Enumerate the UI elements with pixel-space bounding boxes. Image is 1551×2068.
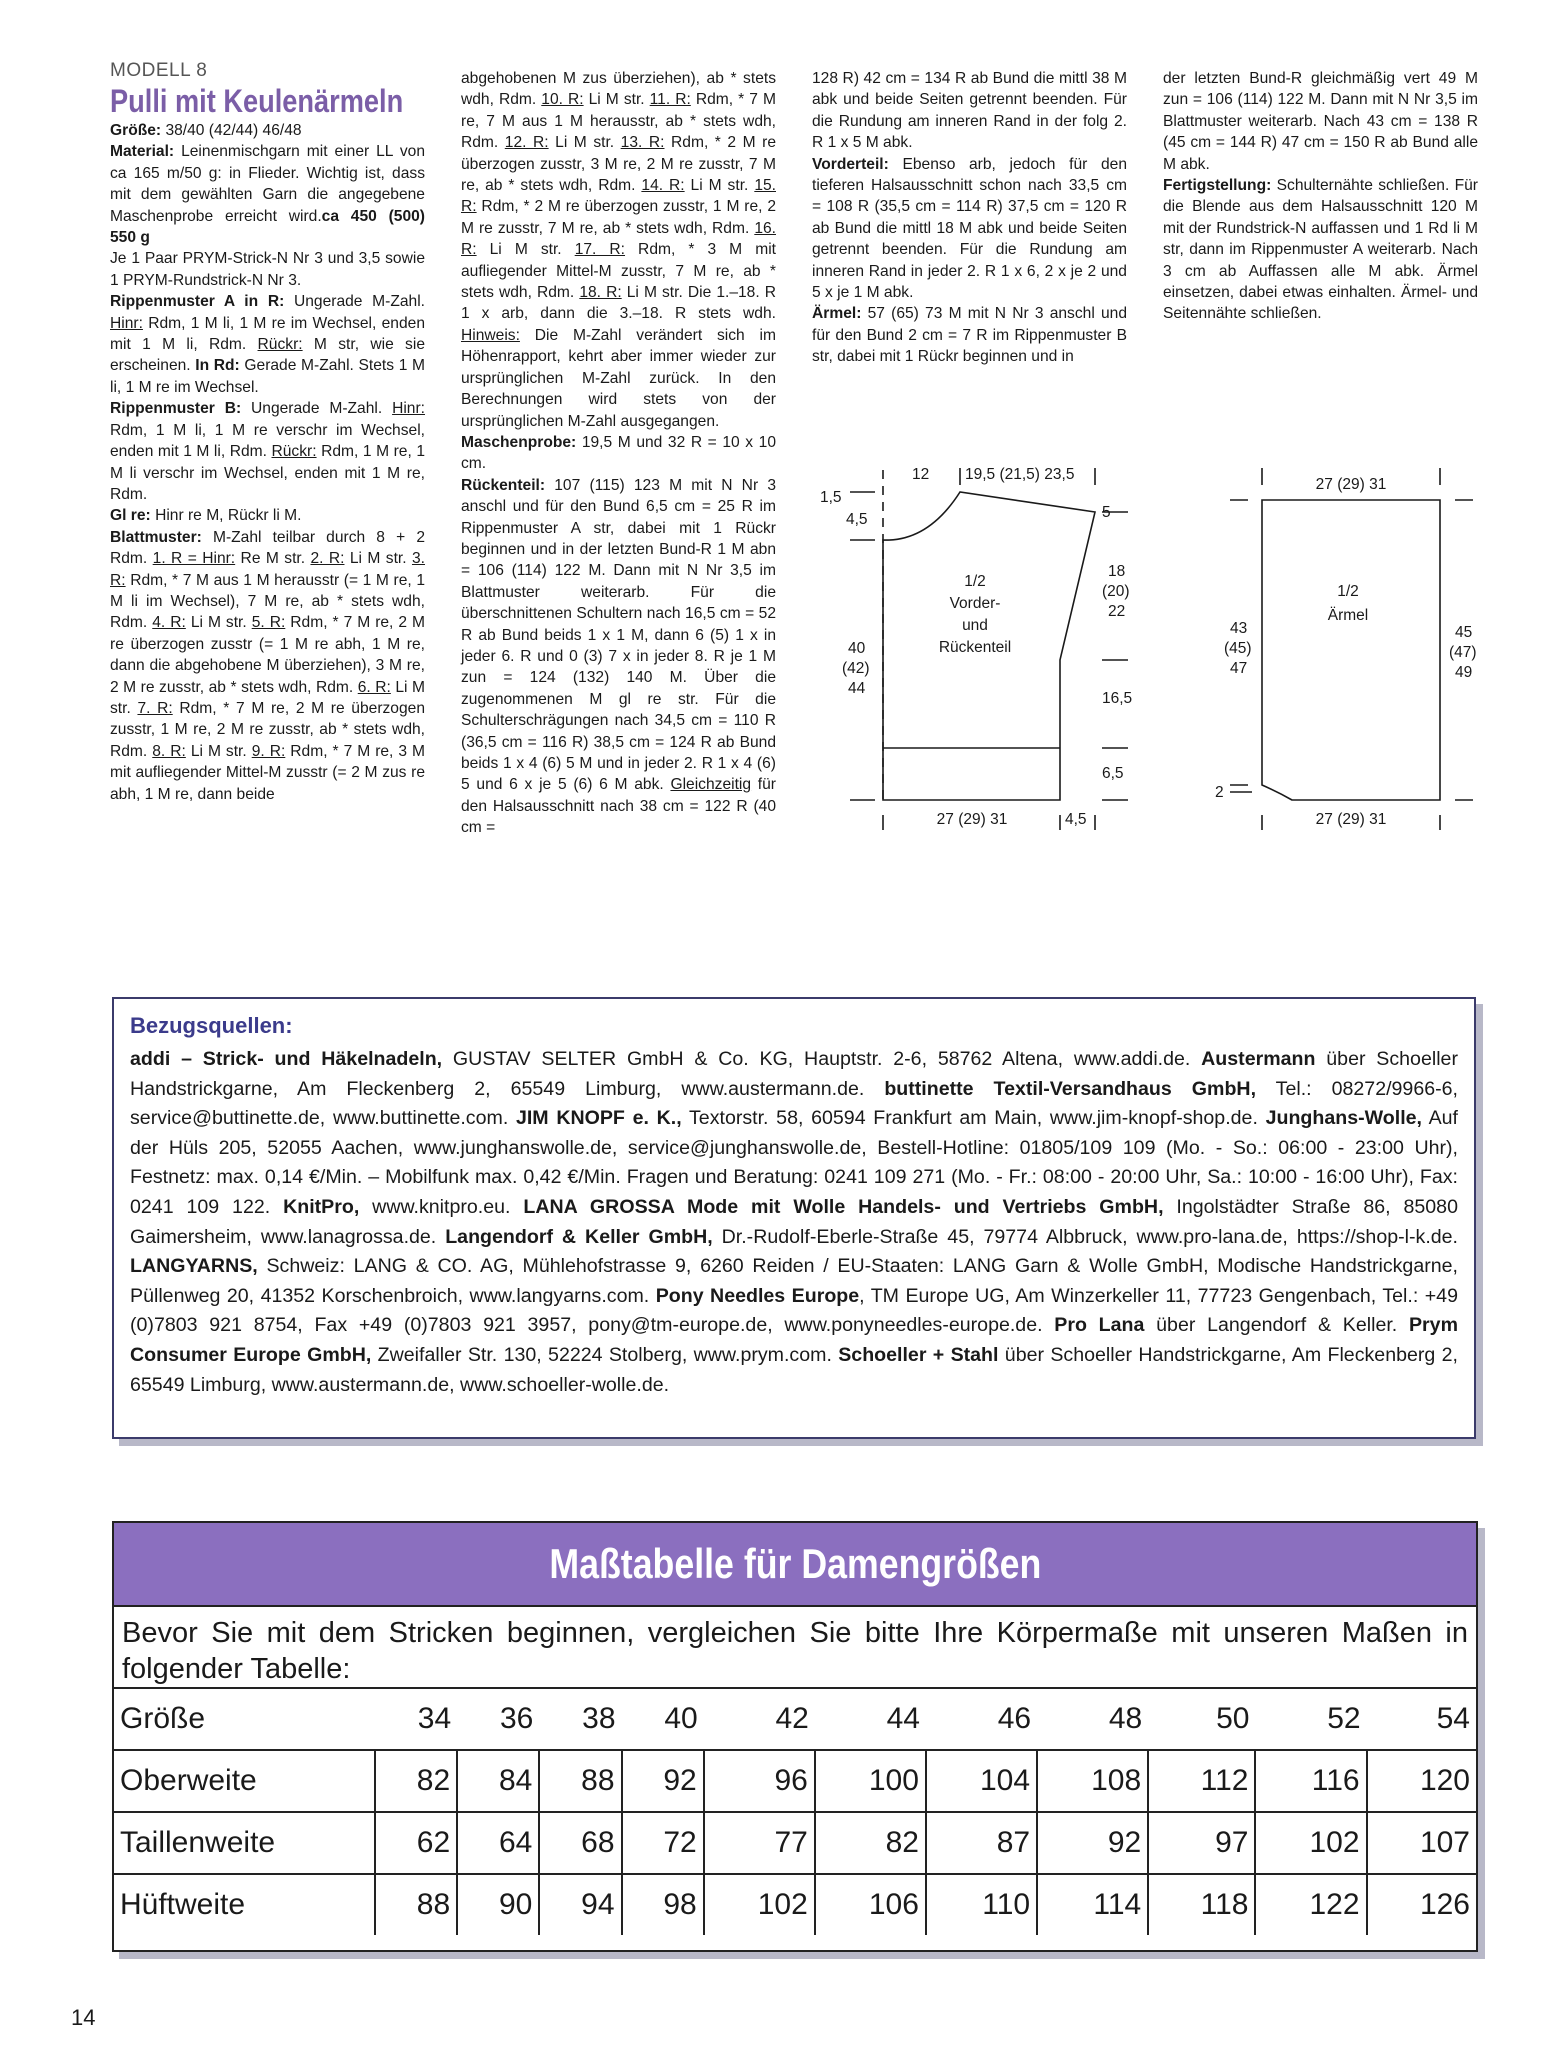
size-chart-title: Maßtabelle für Damengrößen (549, 1540, 1041, 1587)
table-cell: 72 (622, 1812, 704, 1874)
size-chart-header (114, 1523, 1476, 1607)
dim-5: 5 (1102, 504, 1111, 521)
table-cell: 48 (1108, 1702, 1143, 1735)
sleeve-dim-45-left: (45) (1224, 640, 1252, 657)
suppliers-heading: Bezugsquellen: (130, 1013, 293, 1038)
table-cell: 90 (457, 1874, 539, 1935)
dim-44: 44 (848, 680, 866, 697)
label-vorder: Vorder- (949, 595, 1001, 612)
dim-20: (20) (1102, 583, 1130, 600)
table-cell: 54 (1436, 1702, 1470, 1735)
table-row (114, 1874, 1476, 1935)
dim-16-5: 16,5 (1102, 690, 1133, 707)
sleeve-dim-43: 43 (1230, 620, 1248, 637)
table-cell: 42 (775, 1702, 809, 1735)
table-cell: 52 (1327, 1702, 1361, 1735)
col1-paragraph: Rippenmuster A in R: Ungerade M-Zahl. Hinr: Rdm, 1 M li, 1 M re im Wechsel, enden mit 1 M li, Rdm. Rückr: M str, wie sie erscheinen. In Rd: Gerade M-Zahl. Stets 1 M li, 1 M re im Wechsel. (110, 293, 426, 396)
table-cell: 98 (622, 1874, 704, 1935)
row-label: Oberweite (114, 1750, 375, 1812)
pattern-title: Pulli mit Keulenärmeln (110, 83, 404, 119)
dim-40: 40 (848, 640, 866, 657)
size-chart (112, 1521, 1478, 1952)
instructions-column-3: 128 R) 42 cm = 134 R ab Bund die mittl 38 M abk und beide Seiten getrennt beenden. Für die Rundung am inneren Rand in der folg 2. R 1 x 5 M abk. Vorderteil: Ebenso arb, jedoch für den tieferen Halsausschnitt schon nach 33,5 cm = 108 R (35,5 cm = 114 R) 37,5 cm = 120 R ab Bund die mittl 18 M abk und beide Seiten getrennt beenden. Für die Rundung am inneren Rand in jeder 2. R 1 x 6, 2 x je 2 und 5 x je 1 M abk. Ärmel: 57 (65) 73 M mit N Nr 3 anschl und für den Bund 2 cm = 7 R im Rippenmuster B str, dabei mit 1 Rückr beginnen und in (812, 70, 1127, 366)
page-number: 14 (71, 2005, 96, 2030)
table-cell: 40 (664, 1702, 698, 1735)
sleeve-dim-bottom: 27 (29) 31 (1315, 811, 1387, 828)
sleeve-label-aermel: Ärmel (1327, 607, 1369, 624)
table-cell: 44 (886, 1702, 920, 1735)
row-label: Taillenweite (114, 1812, 375, 1874)
sleeve-dim-top: 27 (29) 31 (1315, 476, 1387, 493)
dim-22: 22 (1108, 603, 1126, 620)
table-cell: 120 (1367, 1750, 1476, 1812)
dim-4-5: 4,5 (846, 511, 868, 528)
size-table (114, 1689, 1476, 1935)
sleeve-schematic (1200, 450, 1500, 840)
table-cell: 126 (1367, 1874, 1476, 1935)
dim-6-5: 6,5 (1102, 765, 1124, 782)
label-rueckenteil: Rückenteil (938, 639, 1012, 656)
dim-bottom: 27 (29) 31 (936, 811, 1008, 828)
table-cell: 88 (539, 1750, 621, 1812)
instructions-column-4: der letzten Bund-R gleichmäßig vert 49 M zun = 106 (114) 122 M. Dann mit N Nr 3,5 im Blattmuster weiterarb. Nach 43 cm = 138 R (45 cm = 144 R) 47 cm = 150 R ab Bund alle M abk. Fertigstellung: Schulternähte schließen. Für die Blende aus dem Halsausschnitt 120 M mit der Rundstrick-N auffassen und 1 Rd li M str, dann im Rippenmuster A weiterarb. Nach 3 cm ab Auffassen alle M abk. Ärmel einsetzen, dabei etwas einhalten. Ärmel- und Seitennähte schließen. (1163, 70, 1478, 323)
table-cell: 50 (1216, 1702, 1250, 1735)
table-cell: 112 (1148, 1750, 1255, 1812)
table-cell: 114 (1037, 1874, 1148, 1935)
dim-12: 12 (912, 466, 930, 483)
label-half: 1/2 (964, 573, 986, 590)
instructions-column-2: abgehobenen M zus überziehen), ab * stets wdh, Rdm. 10. R: Li M str. 11. R: Rdm, * 7 M re, 7 M aus 1 M herausstr, ab * stets wdh, Rdm. 12. R: Li M str. 13. R: Rdm, * 2 M re überzogen zusstr, 3 M re, 2 M re zusstr, 7 M re, ab * stets wdh, Rdm. 14. R: Li M str. 15. R: Rdm, * 2 M re überzogen zusstr, 1 M re, 2 M re zusstr, 7 M re, ab * stets wdh, Rdm. 16. R: Li M str. 17. R: Rdm, * 3 M mit aufliegender Mittel-M zusstr, 7 M re, ab * stets wdh, Rdm. 18. R: Li M str. Die 1.–18. R 1 x arb, dann die 3.–18. R stets wdh. Hinweis: Die M-Zahl verändert sich im Höhenrapport, kehrt aber immer wieder zur ursprünglichen M-Zahl zurück. In den Berechnungen wird stets von der ursprünglichen M-Zahl ausgegangen. Maschenprobe: 19,5 M und 32 R = 10 x 10 cm. Rückenteil: 107 (115) 123 M mit N Nr 3 anschl und für den Bund 6,5 cm = 25 R im Rippenmuster A str, dabei mit 1 Rückr beginnen und in der letzten Bund-R 1 M abn = 106 (114) 122 M. Dann mit N Nr 3,5 im Blattmuster weiterarb. Für die überschnittenen Schultern nach 16,5 cm = 52 R ab Bund beids 1 x 1 M, dann 6 (5) 1 x in jeder 6. R und 0 (3) 7 x in jeder 8. R je 1 M zun = 124 (132) 140 M. Über die zugenommenen M gl re str. Für die Schulterschrägungen nach 34,5 cm = 110 R (36,5 cm = 116 R) 38,5 cm = 124 R ab Bund beids 1 x 4 (6) 5 M und in jeder 2. R 1 x 4 (6) 5 und 6 x je 5 (6) 6 M abk. Gleichzeitig für den Halsausschnitt nach 38 cm = 122 R (40 cm = (461, 70, 777, 837)
col1-paragraph: Blattmuster: M-Zahl teilbar durch 8 + 2 Rdm. 1. R = Hinr: Re M str. 2. R: Li M str. 3. R: Rdm, * 7 M aus 1 M herausstr (= 1 M re, 1 M li im Wechsel), 7 M re, ab * stets wdh, Rdm. 4. R: Li M str. 5. R: Rdm, * 7 M re, 2 M re überzogen zusstr (= 1 M re abh, 1 M re, dann die abgehobene M überziehen), 3 M re, 2 M re zusstr, ab * stets wdh, Rdm. 6. R: Li M str. 7. R: Rdm, * 7 M re, 2 M re überzogen zusstr, 1 M re, 2 M re zusstr, ab * stets wdh, Rdm. 8. R: Li M str. 9. R: Rdm, * 7 M re, 3 M mit aufliegender Mittel-M zusstr (= 2 M zus re abh, 1 M re, dann beide (110, 528, 426, 803)
table-cell: 102 (1255, 1812, 1366, 1874)
dim-18: 18 (1108, 563, 1126, 580)
table-cell: 116 (1255, 1750, 1366, 1812)
table-cell: 122 (1255, 1874, 1366, 1935)
row-label: Hüftweite (114, 1874, 375, 1935)
body-schematic (810, 450, 1140, 840)
table-cell: 106 (815, 1874, 926, 1935)
table-cell: 82 (375, 1750, 457, 1812)
col1-paragraph: Gl re: Hinr re M, Rückr li M. (110, 507, 302, 525)
table-cell: 108 (1037, 1750, 1148, 1812)
col1-paragraph: Rippenmuster B: Ungerade M-Zahl. Hinr: Rdm, 1 M li, 1 M re verschr im Wechsel, enden mit 1 M li, Rdm. Rückr: Rdm, 1 M re, 1 M li verschr im Wechsel, enden mit 1 M re, Rdm. (110, 400, 425, 503)
table-cell: 38 (582, 1702, 616, 1735)
sleeve-dim-47-left: 47 (1230, 660, 1248, 677)
dim-4-5-bottom: 4,5 (1065, 811, 1087, 828)
table-cell: 36 (499, 1702, 534, 1735)
sleeve-dim-2: 2 (1215, 784, 1224, 801)
suppliers-box (112, 997, 1476, 1439)
table-row (114, 1689, 1476, 1750)
suppliers-text: addi – Strick- und Häkelnadeln, GUSTAV SELTER GmbH & Co. KG, Hauptstr. 2-6, 58762 Altena, www.addi.de. Austermann über Schoeller Handstrickgarne, Am Fleckenberg 2, 65549 Limburg, www.austermann.de. buttinette Textil-Versandhaus GmbH, Tel.: 08272/9966-6, service@buttinette.de, www.buttinette.com. JIM KNOPF e. K., Textorstr. 58, 60594 Frankfurt am Main, www.jim-knopf-shop.de. Junghans-Wolle, Auf der Hüls 205, 52055 Aachen, www.junghanswolle.de, service@junghanswolle.de, Bestell-Hotline: 01805/109 109 (Mo. - So.: 06:00 - 23:00 Uhr), Festnetz: max. 0,14 €/Min. – Mobilfunk max. 0,42 €/Min. Fragen und Beratung: 0241 109 271 (Mo. - Fr.: 08:00 - 20:00 Uhr, Sa.: 10:00 - 16:00 Uhr), Fax: 0241 109 122. KnitPro, www.knitpro.eu. LANA GROSSA Mode mit Wolle Handels- und Vertriebs GmbH, Ingolstädter Straße 86, 85080 Gaimersheim, www.lanagrossa.de. Langendorf & Keller GmbH, Dr.-Rudolf-Eberle-Straße 45, 79774 Albbruck, www.pro-lana.de, https://shop-l-k.de. LANGYARNS, Schweiz: LANG & CO. AG, Mühlehofstrasse 9, 6260 Reiden / EU-Staaten: LANG Garn & Wolle GmbH, Modische Handstrickgarne, Püllenweg 20, 41352 Korschenbroich, www.langyarns.com. Pony Needles Europe, TM Europe UG, Am Winzerkeller 11, 77723 Gengenbach, Tel.: +49 (0)7803 921 8754, Fax +49 (0)7803 921 3957, pony@tm-europe.de, www.ponyneedles-europe.de. Pro Lana über Langendorf & Keller. Prym Consumer Europe GmbH, Zweifaller Str. 130, 52224 Stolberg, www.prym.com. Schoeller + Stahl über Schoeller Handstrickgarne, Am Fleckenberg 2, 65549 Limburg, www.austermann.de, www.schoeller-wolle.de. (130, 1048, 1459, 1396)
table-cell: 46 (997, 1702, 1032, 1735)
table-cell: 68 (539, 1812, 621, 1874)
table-cell: 77 (704, 1812, 815, 1874)
table-cell: 100 (815, 1750, 926, 1812)
size-chart-intro: Bevor Sie mit dem Stricken beginnen, vergleichen Sie bitte Ihre Körpermaße mit unseren Maßen in folgender Tabelle: (114, 1607, 1476, 1689)
table-cell: 110 (926, 1874, 1037, 1935)
table-row (114, 1812, 1476, 1874)
table-cell: 96 (704, 1750, 815, 1812)
table-cell: 102 (704, 1874, 815, 1935)
label-und: und (962, 617, 988, 634)
sleeve-dim-45: 45 (1455, 624, 1473, 641)
instructions-column-1 (110, 60, 425, 805)
table-cell: 64 (457, 1812, 539, 1874)
table-cell: 92 (1037, 1812, 1148, 1874)
table-cell: 34 (417, 1702, 452, 1735)
body-schematic-svg (810, 450, 1140, 835)
table-cell: 92 (622, 1750, 704, 1812)
column-1-text (110, 120, 425, 805)
sleeve-schematic-svg (1200, 450, 1500, 835)
dim-top: 19,5 (21,5) 23,5 (965, 466, 1075, 483)
col1-paragraph: Je 1 Paar PRYM-Strick-N Nr 3 und 3,5 sowie 1 PRYM-Rundstrick-N Nr 3. (110, 250, 425, 289)
col1-paragraph: Größe: 38/40 (42/44) 46/48 (110, 122, 302, 139)
table-cell: 84 (457, 1750, 539, 1812)
table-row (114, 1750, 1476, 1812)
table-cell: 94 (539, 1874, 621, 1935)
sleeve-dim-47: (47) (1449, 644, 1477, 661)
table-cell: 97 (1148, 1812, 1255, 1874)
dim-42: (42) (842, 660, 870, 677)
model-label: MODELL 8 (110, 60, 208, 81)
table-cell: 82 (815, 1812, 926, 1874)
table-cell: 118 (1148, 1874, 1255, 1935)
row-label: Größe (120, 1702, 206, 1735)
dim-1-5: 1,5 (820, 489, 842, 506)
sleeve-dim-49: 49 (1455, 664, 1473, 681)
table-cell: 88 (375, 1874, 457, 1935)
table-cell: 104 (926, 1750, 1037, 1812)
sleeve-label-half: 1/2 (1337, 583, 1359, 600)
table-cell: 62 (375, 1812, 457, 1874)
table-cell: 107 (1367, 1812, 1476, 1874)
col1-paragraph: Material: Leinenmischgarn mit einer LL von ca 165 m/50 g: in Flieder. Wichtig ist, dass mit dem gewählten Garn die angegebene Maschenprobe erreicht wird.ca 450 (500) 550 g (110, 143, 425, 247)
table-cell: 87 (926, 1812, 1037, 1874)
